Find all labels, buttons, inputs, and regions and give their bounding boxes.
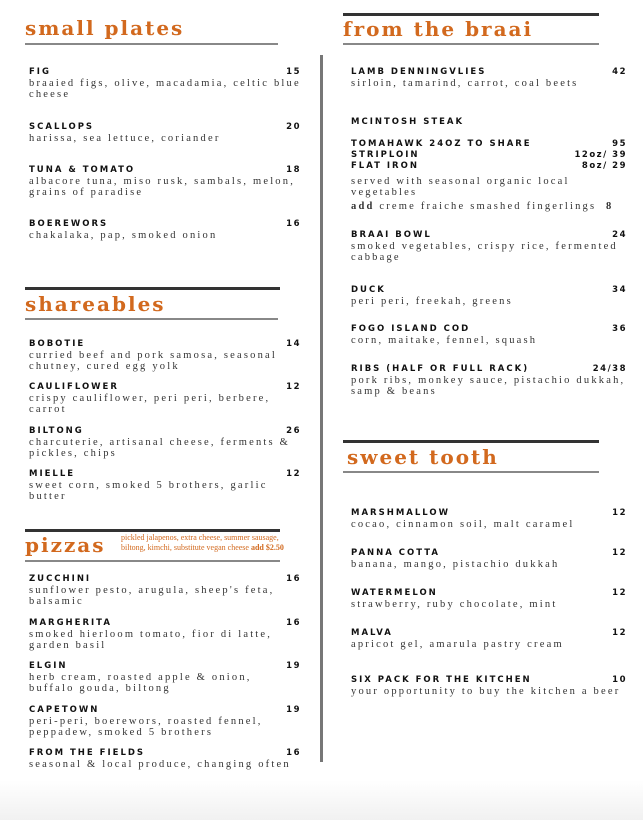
divider <box>25 287 280 290</box>
item-description: cocao, cinnamon soil, malt caramel <box>351 519 575 530</box>
item-name: WATERMELON <box>351 588 438 598</box>
menu-item <box>351 324 627 346</box>
item-name: FOGO ISLAND COD <box>351 324 471 334</box>
menu-item <box>29 165 301 198</box>
menu-item <box>351 508 627 530</box>
item-description: apricot gel, amarula pastry cream <box>351 639 564 650</box>
item-name: SIX PACK FOR THE KITCHEN <box>351 675 532 685</box>
item-name: RIBS (HALF OR FULL RACK) <box>351 364 530 374</box>
item-name: DUCK <box>351 285 386 295</box>
item-price: 34 <box>612 285 627 295</box>
item-description: crispy cauliflower, peri peri, berbere, carrot <box>29 393 271 415</box>
item-description: smoked hierloom tomato, fior di latte, garden basil <box>29 629 273 651</box>
item-description: charcuterie, artisanal cheese, ferments & pickles, chips <box>29 437 291 459</box>
add-on <box>351 201 627 212</box>
item-name: MIELLE <box>29 469 76 479</box>
cut-name: STRIPLOIN <box>351 150 420 160</box>
item-description: banana, mango, pistachio dukkah <box>351 559 560 570</box>
item-description: herb cream, roasted apple & onion, buffalo gouda, biltong <box>29 672 252 694</box>
item-description: your opportunity to buy the kitchen a beer <box>351 686 621 697</box>
item-name: TUNA & TOMATO <box>29 165 136 175</box>
item-price: 16 <box>286 748 301 758</box>
menu-item <box>29 122 301 144</box>
cut-price: 95 <box>612 139 627 149</box>
item-price: 12 <box>286 469 301 479</box>
section-title-shareables: shareables <box>25 292 166 316</box>
item-description: braaied figs, olive, macadamia, celtic blue cheese <box>29 78 301 100</box>
item-name: PANNA COTTA <box>351 548 440 558</box>
item-name: ELGIN <box>29 661 68 671</box>
item-price: 24 <box>612 230 627 240</box>
item-name: FROM THE FIELDS <box>29 748 146 758</box>
item-price: 12 <box>612 548 627 558</box>
item-name: ZUCCHINI <box>29 574 92 584</box>
divider <box>25 529 280 532</box>
cut-name: FLAT IRON <box>351 161 419 171</box>
item-description: sweet corn, smoked 5 brothers, garlic butter <box>29 480 268 502</box>
item-price: 26 <box>286 426 301 436</box>
menu-item <box>351 67 627 89</box>
cut-name: TOMAHAWK 24OZ TO SHARE <box>351 139 532 149</box>
item-name: BRAAI BOWL <box>351 230 432 240</box>
item-name: MARSHMALLOW <box>351 508 450 518</box>
menu-item <box>29 339 301 372</box>
menu-item <box>29 705 301 738</box>
item-price: 16 <box>286 618 301 628</box>
item-price: 24/38 <box>592 364 627 374</box>
menu-item <box>351 230 627 263</box>
item-price: 19 <box>286 661 301 671</box>
menu-item <box>351 675 627 697</box>
add-label: add <box>351 201 375 212</box>
item-name: BOBOTIE <box>29 339 86 349</box>
divider <box>343 440 599 443</box>
item-price: 16 <box>286 219 301 229</box>
menu-item <box>29 574 301 607</box>
item-price: 19 <box>286 705 301 715</box>
item-price: 16 <box>286 574 301 584</box>
item-price: 20 <box>286 122 301 132</box>
add-text: creme fraiche smashed fingerlings <box>379 201 597 212</box>
item-name: SCALLOPS <box>29 122 95 132</box>
column-divider <box>320 55 323 762</box>
item-description: albacore tuna, miso rusk, sambals, melon, grains of paradise <box>29 176 296 198</box>
divider <box>343 13 599 16</box>
menu-item <box>351 628 627 650</box>
item-description: smoked vegetables, crispy rice, fermented cabbage <box>351 241 618 263</box>
item-price: 36 <box>612 324 627 334</box>
page-shadow <box>0 780 643 820</box>
item-price: 15 <box>286 67 301 77</box>
menu-item <box>351 364 627 397</box>
item-price: 10 <box>612 675 627 685</box>
section-title-sweet-tooth: sweet tooth <box>347 445 499 469</box>
menu-item <box>29 219 301 241</box>
divider <box>25 43 278 45</box>
item-description: pork ribs, monkey sauce, pistachio dukkah, samp & beans <box>351 375 626 397</box>
item-price: 12 <box>612 588 627 598</box>
item-name: MCINTOSH STEAK <box>351 117 465 127</box>
menu-item <box>351 588 627 610</box>
menu-item-mcintosh-steak <box>351 117 627 212</box>
item-name: CAULIFLOWER <box>29 382 119 392</box>
item-name: MARGHERITA <box>29 618 112 628</box>
menu-item <box>29 618 301 651</box>
menu-item <box>351 285 627 307</box>
item-description: chakalaka, pap, smoked onion <box>29 230 218 241</box>
divider <box>343 471 599 473</box>
item-name: MALVA <box>351 628 393 638</box>
item-description: sirloin, tamarind, carrot, coal beets <box>351 78 579 89</box>
addons-text: pickled jalapenos, extra cheese, summer sausage, biltong, kimchi, substitute vegan cheese <box>121 533 279 552</box>
served-with: served with seasonal organic local vegetables <box>351 176 570 198</box>
item-name: BILTONG <box>29 426 84 436</box>
menu-item <box>351 548 627 570</box>
addons-price: add $2.50 <box>250 543 284 552</box>
menu-item <box>29 661 301 694</box>
item-description: harissa, sea lettuce, coriander <box>29 133 221 144</box>
item-description: corn, maitake, fennel, squash <box>351 335 538 346</box>
divider <box>343 43 599 45</box>
item-price: 12 <box>612 508 627 518</box>
menu-item <box>29 67 301 100</box>
menu-item <box>29 382 301 415</box>
add-price: 8 <box>605 201 614 212</box>
item-description: peri-peri, boerewors, roasted fennel, peppadew, smoked 5 brothers <box>29 716 263 738</box>
section-title-small-plates: small plates <box>25 16 185 40</box>
divider <box>25 318 278 320</box>
section-title-braai: from the braai <box>343 17 534 41</box>
item-description: curried beef and pork samosa, seasonal chutney, cured egg yolk <box>29 350 278 372</box>
cut-price: 12oz/ 39 <box>574 150 627 160</box>
divider <box>25 560 280 562</box>
menu-item <box>29 469 301 502</box>
item-price: 12 <box>286 382 301 392</box>
item-description: sunflower pesto, arugula, sheep's feta, balsamic <box>29 585 275 607</box>
item-name: FIG <box>29 67 51 77</box>
item-description: peri peri, freekah, greens <box>351 296 513 307</box>
section-title-pizzas: pizzas <box>25 533 106 557</box>
menu-item <box>29 426 301 459</box>
item-name: LAMB DENNINGVLIES <box>351 67 487 77</box>
item-price: 42 <box>612 67 627 77</box>
menu-item <box>29 748 301 770</box>
item-name: BOEREWORS <box>29 219 109 229</box>
pizza-addons-note <box>121 533 291 553</box>
item-price: 14 <box>286 339 301 349</box>
item-name: CAPETOWN <box>29 705 100 715</box>
item-price: 12 <box>612 628 627 638</box>
item-description: seasonal & local produce, changing often <box>29 759 291 770</box>
item-description: strawberry, ruby chocolate, mint <box>351 599 558 610</box>
cut-price: 8oz/ 29 <box>581 161 627 171</box>
item-price: 18 <box>286 165 301 175</box>
